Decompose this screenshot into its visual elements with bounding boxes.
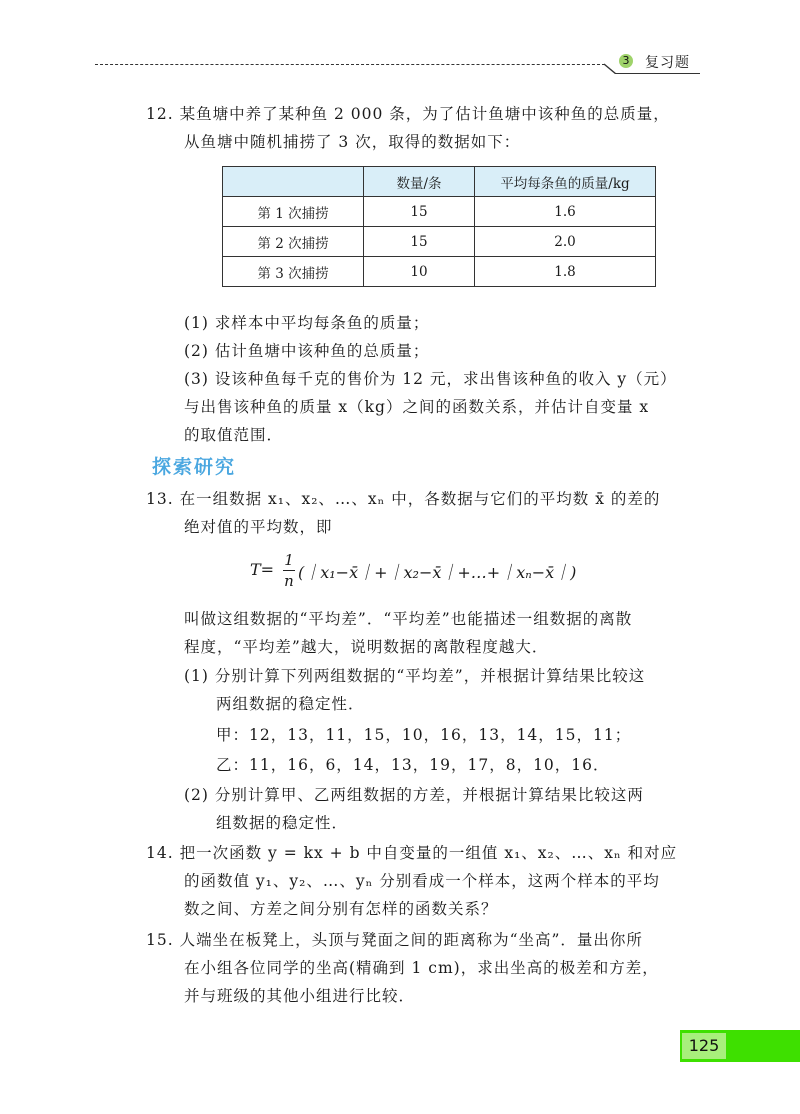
table-cell: 1.8 bbox=[475, 257, 656, 287]
table-row bbox=[223, 197, 656, 227]
header-rule-bend bbox=[603, 56, 617, 74]
problem-13-question-1-line-1: (1) 分别计算下列两组数据的“平均差”，并根据计算结果比较这 bbox=[184, 667, 646, 685]
table-cell: 15 bbox=[364, 197, 475, 227]
table-header-cell: 数量/条 bbox=[364, 167, 475, 197]
table-row bbox=[223, 257, 656, 287]
problem-13-line-4: 程度，“平均差”越大，说明数据的离散程度越大． bbox=[184, 638, 549, 656]
problem-13-line-1: 13. 在一组数据 x₁、x₂、…、xₙ 中，各数据与它们的平均数 x̄ 的差的 bbox=[146, 490, 661, 508]
chapter-title: 复习题 bbox=[645, 55, 690, 71]
problem-12-line-2: 从鱼塘中随机捕捞了 3 次，取得的数据如下： bbox=[184, 133, 521, 151]
formula-denominator: n bbox=[284, 572, 294, 590]
data-group-yi: 乙：11，16，6，14，13，19，17，8，10，16． bbox=[216, 756, 610, 774]
problem-12-question-3-line-1: (3) 设该种鱼每千克的售价为 12 元，求出售该种鱼的收入 y（元） bbox=[184, 370, 677, 388]
problem-14-line-1: 14. 把一次函数 y = kx + b 中自变量的一组值 x₁、x₂、…、xₙ 和对应 bbox=[146, 844, 678, 862]
data-group-jia: 甲：12，13，11，15，10，16，13，14，15，11； bbox=[216, 726, 632, 744]
page-number: 125 bbox=[682, 1033, 726, 1059]
table-header-row bbox=[223, 167, 656, 197]
problem-12-question-1: (1) 求样本中平均每条鱼的质量； bbox=[184, 314, 430, 332]
section-title: 探索研究 bbox=[152, 456, 237, 478]
problem-15-line-2: 在小组各位同学的坐高(精确到 1 cm)，求出坐高的极差和方差， bbox=[184, 959, 659, 977]
table-cell: 第 1 次捕捞 bbox=[223, 197, 364, 227]
problem-13-line-3: 叫做这组数据的“平均差”．“平均差”也能描述一组数据的离散 bbox=[184, 610, 633, 628]
table-cell: 第 2 次捕捞 bbox=[223, 227, 364, 257]
table-cell: 1.6 bbox=[475, 197, 656, 227]
formula-fraction bbox=[282, 550, 296, 591]
table-cell: 第 3 次捕捞 bbox=[223, 257, 364, 287]
problem-13-question-1-line-2: 两组数据的稳定性． bbox=[216, 695, 365, 713]
table-cell: 2.0 bbox=[475, 227, 656, 257]
problem-12-question-3-line-3: 的取值范围． bbox=[184, 426, 284, 444]
table-cell: 10 bbox=[364, 257, 475, 287]
problem-12-question-2: (2) 估计鱼塘中该种鱼的总质量； bbox=[184, 342, 430, 360]
header-dashed-rule bbox=[95, 64, 605, 65]
running-header bbox=[95, 52, 700, 76]
problem-14-line-2: 的函数值 y₁、y₂、…、yₙ 分别看成一个样本，这两个样本的平均 bbox=[184, 872, 660, 890]
problem-12-line-1: 12. 某鱼塘中养了某种鱼 2 000 条，为了估计鱼塘中该种鱼的总质量， bbox=[146, 105, 670, 123]
header-underline bbox=[615, 73, 700, 74]
chapter-number-badge: 3 bbox=[619, 54, 633, 68]
catch-data-table bbox=[222, 166, 656, 287]
problem-15-line-3: 并与班级的其他小组进行比较． bbox=[184, 987, 416, 1005]
problem-13-question-2-line-2: 组数据的稳定性． bbox=[216, 814, 349, 832]
table-header-cell bbox=[223, 167, 364, 197]
table-cell: 15 bbox=[364, 227, 475, 257]
formula-lhs: T= bbox=[250, 560, 275, 579]
table-row bbox=[223, 227, 656, 257]
problem-13-line-2: 绝对值的平均数，即 bbox=[184, 518, 333, 536]
problem-13-question-2-line-1: (2) 分别计算甲、乙两组数据的方差，并根据计算结果比较这两 bbox=[184, 786, 644, 804]
table-header-cell: 平均每条鱼的质量/kg bbox=[475, 167, 656, 197]
problem-12-question-3-line-2: 与出售该种鱼的质量 x（kg）之间的函数关系，并估计自变量 x bbox=[184, 398, 650, 416]
formula-rhs: (｜x₁−x̄｜+｜x₂−x̄｜+…+｜xₙ−x̄｜) bbox=[298, 563, 577, 582]
problem-15-line-1: 15. 人端坐在板凳上，头顶与凳面之间的距离称为“坐高”．量出你所 bbox=[146, 931, 643, 949]
formula-numerator: 1 bbox=[284, 551, 294, 569]
problem-14-line-3: 数之间、方差之间分别有怎样的函数关系？ bbox=[184, 900, 498, 918]
